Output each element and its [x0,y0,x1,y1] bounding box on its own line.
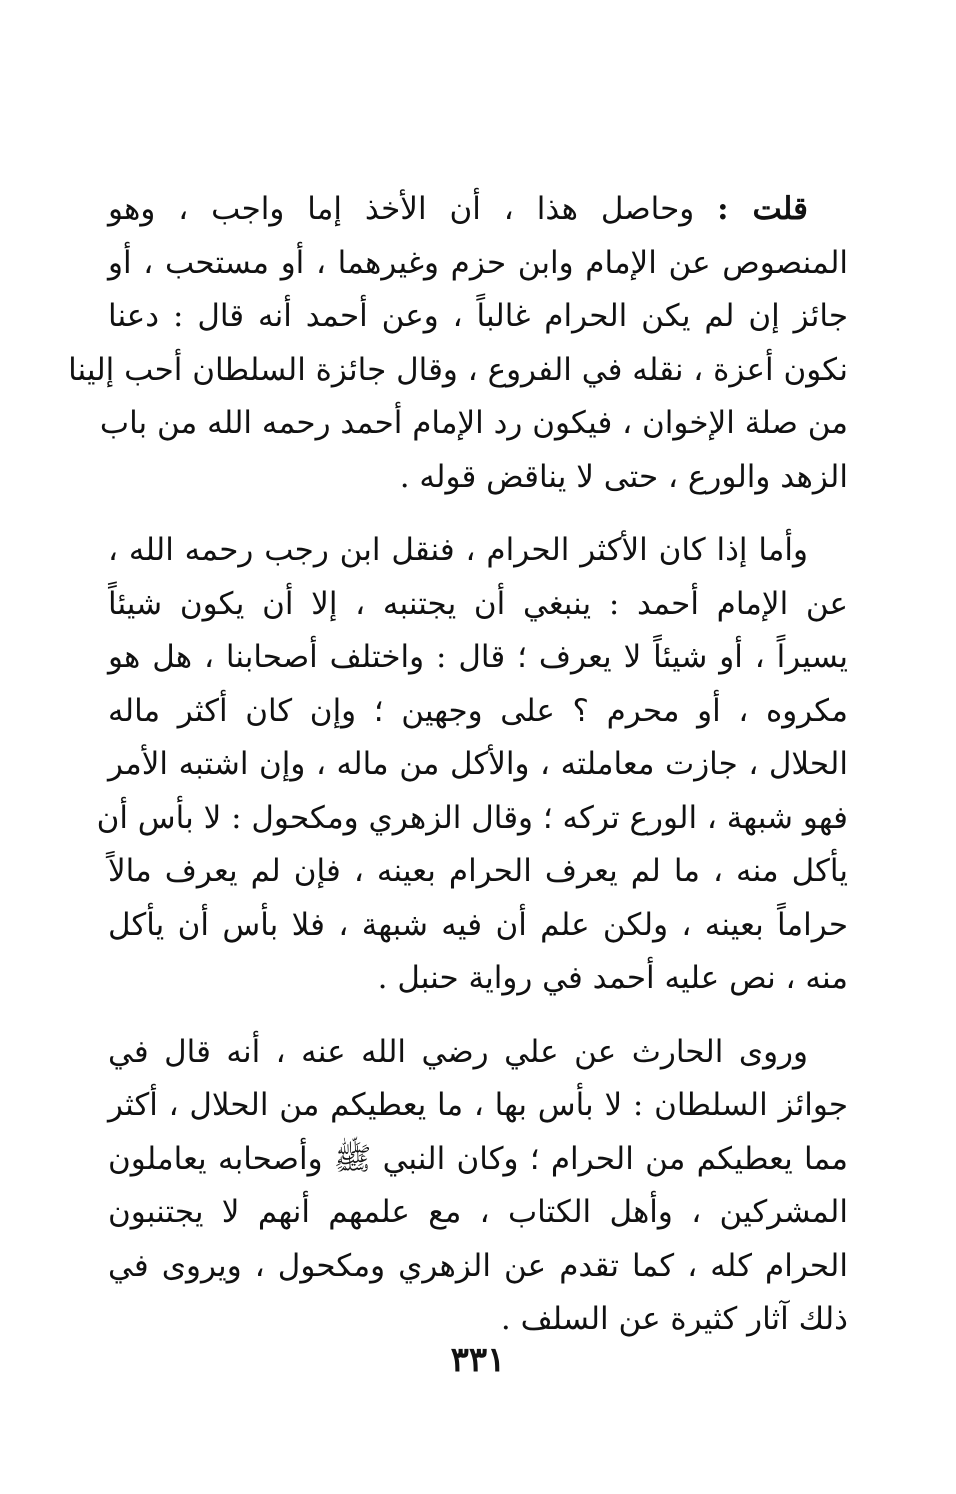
text-line: يأكل منه ، ما لم يعرف الحرام بعينه ، فإن لم يعرف مالاً [108,853,848,889]
paragraph-2 [96,524,848,1006]
text-line: عن الإمام أحمد : ينبغي أن يجتنبه ، إلا أن يكون شيئاً [108,585,848,622]
text-line: وروى الحارث عن علي رضي الله عنه ، أنه قال في [108,1033,808,1070]
text-line: الزهد والورع ، حتى لا يناقض قوله . [399,458,848,495]
text-line: الحرام كله ، كما تقدم عن الزهري ومكحول ، ويروى في [108,1247,848,1284]
text-line: فهو شبهة ، الورع تركه ؛ وقال الزهري ومكحول : لا بأس أن [96,799,848,836]
page-body [68,183,848,1367]
text-line: نكون أعزة ، نقله في الفروع ، وقال جائزة السلطان أحب إلينا [68,351,848,388]
paragraph-3 [108,1026,848,1347]
text-line: منه ، نص عليه أحمد في رواية حنبل . [377,960,848,996]
text-line: الحلال ، جازت معاملته ، والأكل من ماله ، وإن اشتبه الأمر [108,746,848,782]
text-line: جوائز السلطان : لا بأس بها ، ما يعطيكم من الحلال ، أكثر [108,1087,848,1123]
text-line: وأما إذا كان الأكثر الحرام ، فنقل ابن رجب رحمه الله ، [108,532,808,568]
text-line [108,183,848,237]
text-line: من صلة الإخوان ، فيكون رد الإمام أحمد رحمه الله من باب [99,405,848,441]
text-line: مما يعطيكم من الحرام ؛ وكان النبي ﷺ وأصحابه يعاملون [108,1140,848,1177]
text-line: يسيراً ، أو شيئاً لا يعرف ؛ قال : واختلف أصحابنا ، هل هو [108,639,848,675]
text-line: مكروه ، أو محرم ؟ على وجهين ؛ وإن كان أكثر ماله [108,692,848,729]
lead-word: قلت : [717,191,808,227]
text-line: المشركين ، وأهل الكتاب ، مع علمهم أنهم لا يجتنبون [108,1194,848,1230]
page-number: ٣٣١ [450,1340,506,1380]
text-line: جائز إن لم يكن الحرام غالباً ، وعن أحمد أنه قال : دعنا [108,298,848,334]
text-line: حراماً بعينه ، ولكن علم أن فيه شبهة ، فلا بأس أن يأكل [108,906,848,943]
text-line-rest: وحاصل هذا ، أن الأخذ إما واجب ، وهو [108,191,718,227]
text-line: ذلك آثار كثيرة عن السلف . [500,1301,848,1337]
paragraph-1 [68,183,848,504]
text-line: المنصوص عن الإمام وابن حزم وغيرهما ، أو مستحب ، أو [108,244,848,281]
